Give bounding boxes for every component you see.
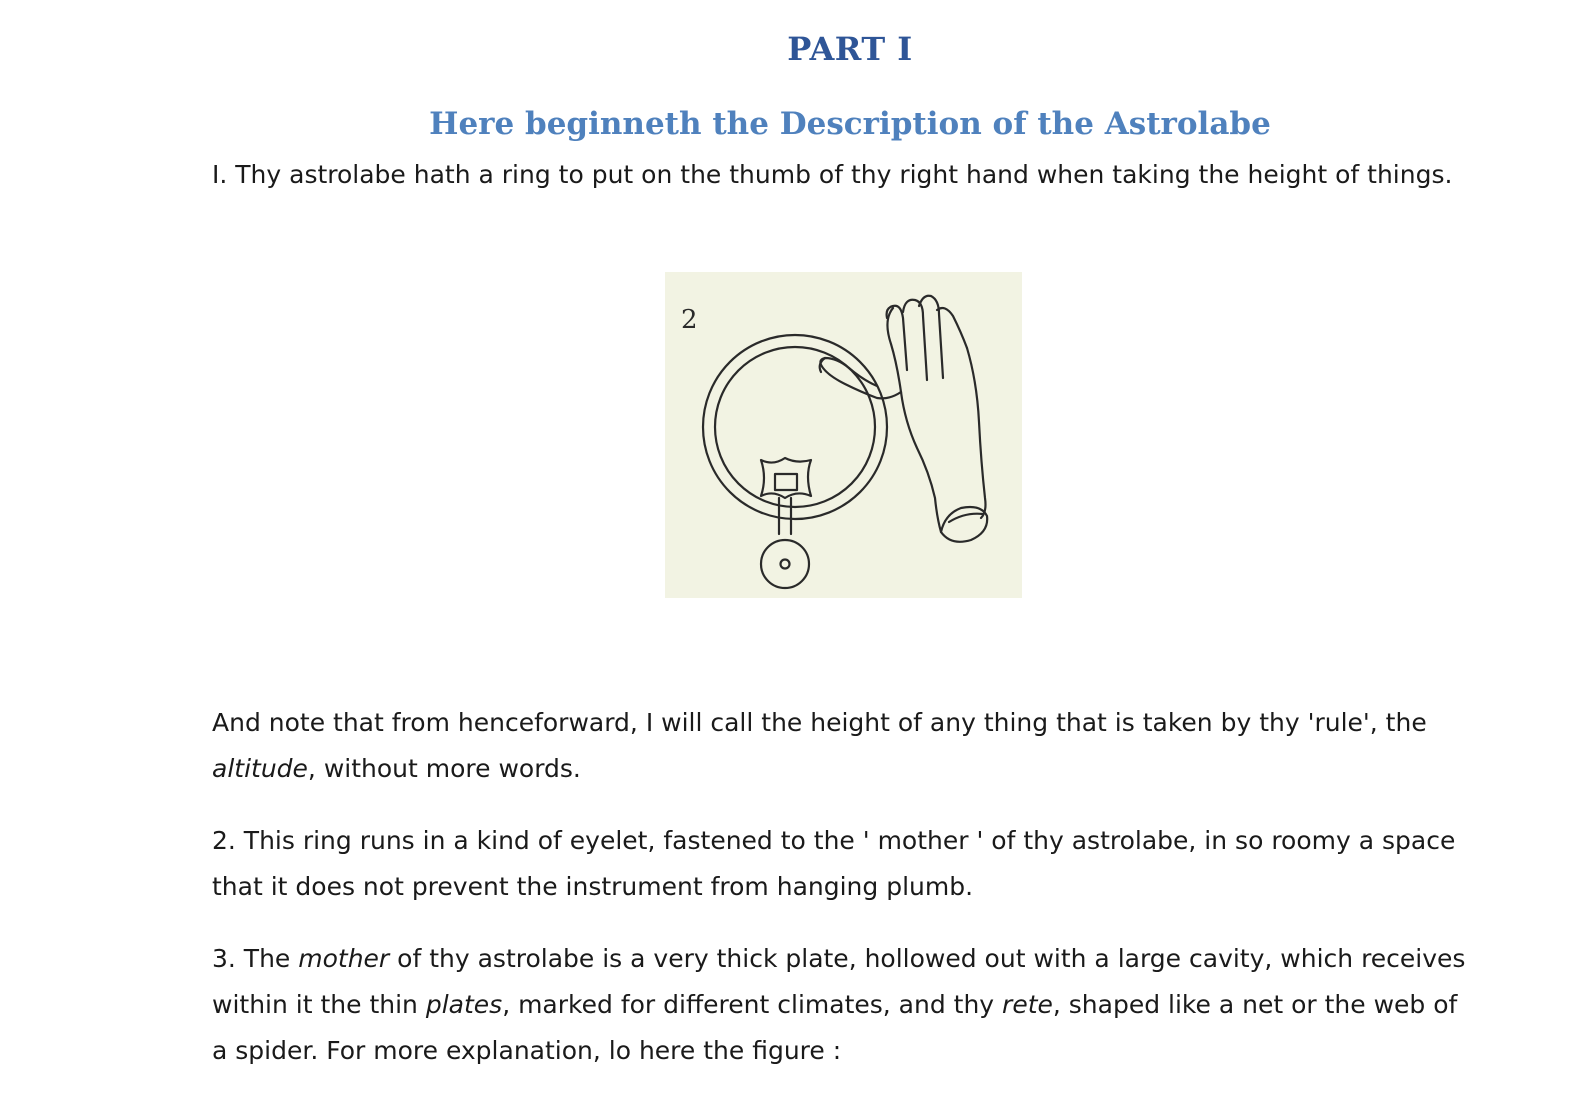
section-title: Here beginneth the Description of the Astrolabe	[429, 106, 1271, 142]
astrolabe-ring-figure	[665, 272, 1022, 598]
plates-term: plates	[425, 990, 503, 1019]
altitude-term: altitude	[212, 754, 308, 783]
paragraph-ring: I. Thy astrolabe hath a ring to put on the thumb of thy right hand when taking the height of things.	[212, 160, 1453, 189]
part-title: PART I	[787, 30, 913, 68]
paragraph-altitude: And note that from henceforward, I will call the height of any thing that is taken by thy 'rule', the altitude, without more words.	[212, 708, 1427, 783]
paragraph-mother: 3. The mother of thy astrolabe is a very thick plate, hollowed out with a large cavity, which receives within it the thin plates, marked for different climates, and thy rete, shaped like a net or the web of a spider. For more explanation, lo here the figure :	[212, 944, 1466, 1065]
mother-term: mother	[298, 944, 390, 973]
rete-term: rete	[1002, 990, 1053, 1019]
ring-and-hand-illustration	[665, 272, 1022, 598]
paragraph-eyelet: 2. This ring runs in a kind of eyelet, fastened to the ' mother ' of thy astrolabe, in so roomy a space that it does not prevent the instrument from hanging plumb.	[212, 826, 1456, 901]
figure-number-label: 2	[681, 305, 698, 335]
